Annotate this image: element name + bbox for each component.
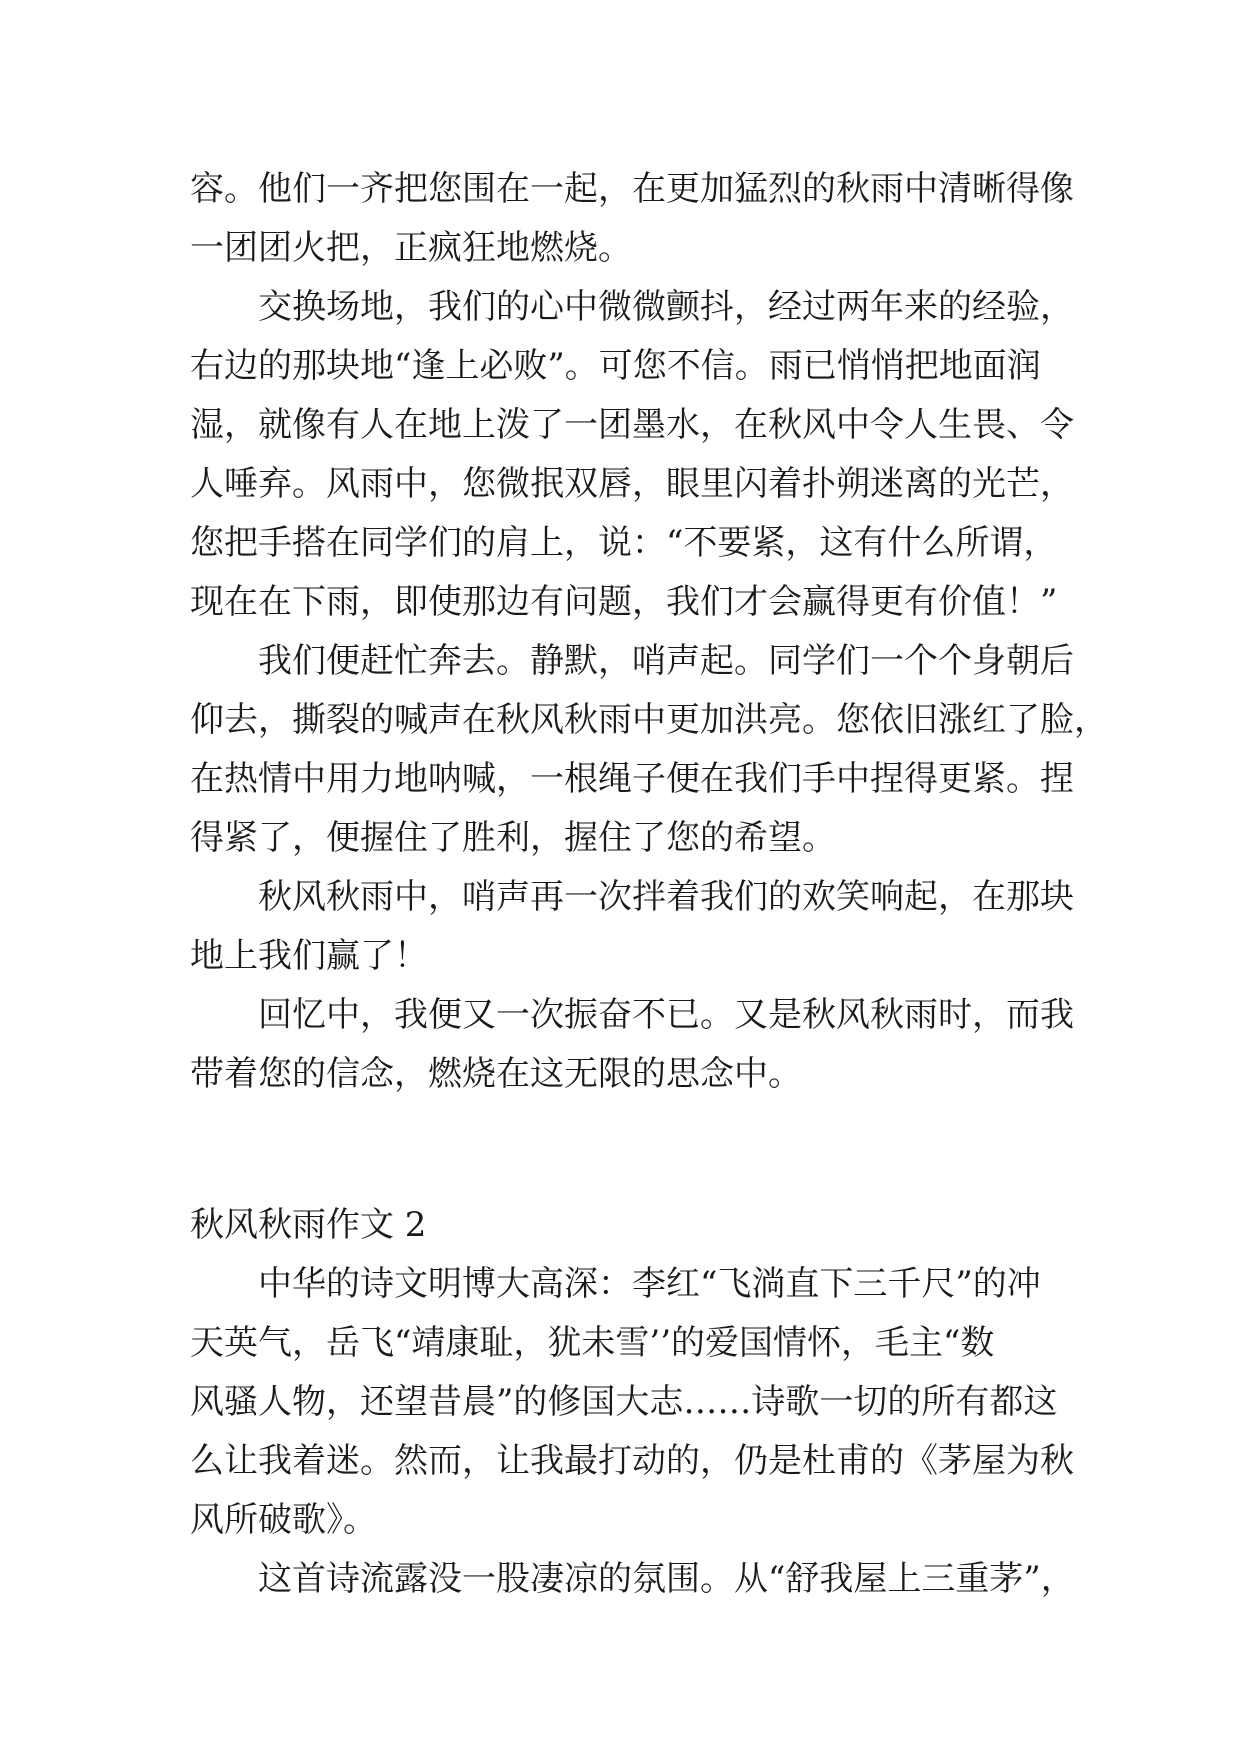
text-line: 仰去，撕裂的喊声在秋风秋雨中更加洪亮。您依旧涨红了脸， <box>190 700 1108 740</box>
section-heading: 秋风秋雨作文 2 <box>190 1205 427 1245</box>
text-line: 天英气，岳飞“靖康耻，犹未雪’’的爱国情怀，毛主“数 <box>190 1323 995 1363</box>
text-line: 现在在下雨，即使那边有问题，我们才会赢得更有价值！” <box>190 582 1058 622</box>
text-line: 人唾弃。风雨中，您微抿双唇，眼里闪着扑朔迷离的光芒， <box>190 464 1074 504</box>
paragraph-start-line: 这首诗流露没一股凄凉的氛围。从“舒我屋上三重茅”， <box>258 1559 1075 1599</box>
paragraph-start-line: 回忆中，我便又一次振奋不已。又是秋风秋雨时，而我 <box>258 995 1074 1035</box>
text-line: 地上我们赢了！ <box>190 936 428 976</box>
text-line: 么让我着迷。然而，让我最打动的，仍是杜甫的《茅屋为秋 <box>190 1441 1074 1481</box>
text-line: 湿，就像有人在地上泼了一团墨水，在秋风中令人生畏、令 <box>190 405 1074 445</box>
text-line: 风所破歌》。 <box>190 1500 377 1540</box>
text-line: 得紧了，便握住了胜利，握住了您的希望。 <box>190 818 836 858</box>
paragraph-start-line: 交换场地，我们的心中微微颤抖，经过两年来的经验， <box>258 287 1074 327</box>
paragraph-start-line: 中华的诗文明博大高深：李红“飞淌直下三千尺”的冲 <box>258 1264 1041 1304</box>
paragraph-start-line: 秋风秋雨中，哨声再一次拌着我们的欢笑响起，在那块 <box>258 877 1074 917</box>
text-line: 一团团火把，正疯狂地燃烧。 <box>190 228 632 268</box>
text-line: 您把手搭在同学们的肩上，说：“不要紧，这有什么所谓， <box>190 523 1058 563</box>
text-line: 在热情中用力地呐喊，一根绳子便在我们手中捏得更紧。捏 <box>190 759 1074 799</box>
essay-body <box>190 160 1108 1609</box>
text-line: 容。他们一齐把您围在一起，在更加猛烈的秋雨中清晰得像 <box>190 169 1074 209</box>
text-line: 带着您的信念，燃烧在这无限的思念中。 <box>190 1054 802 1094</box>
paragraph-start-line: 我们便赶忙奔去。静默，哨声起。同学们一个个身朝后 <box>258 641 1074 681</box>
text-line: 右边的那块地“逢上必败”。可您不信。雨已悄悄把地面润 <box>190 346 1041 386</box>
text-line: 风骚人物，还望昔晨”的修国大志……诗歌一切的所有都这 <box>190 1382 1058 1422</box>
